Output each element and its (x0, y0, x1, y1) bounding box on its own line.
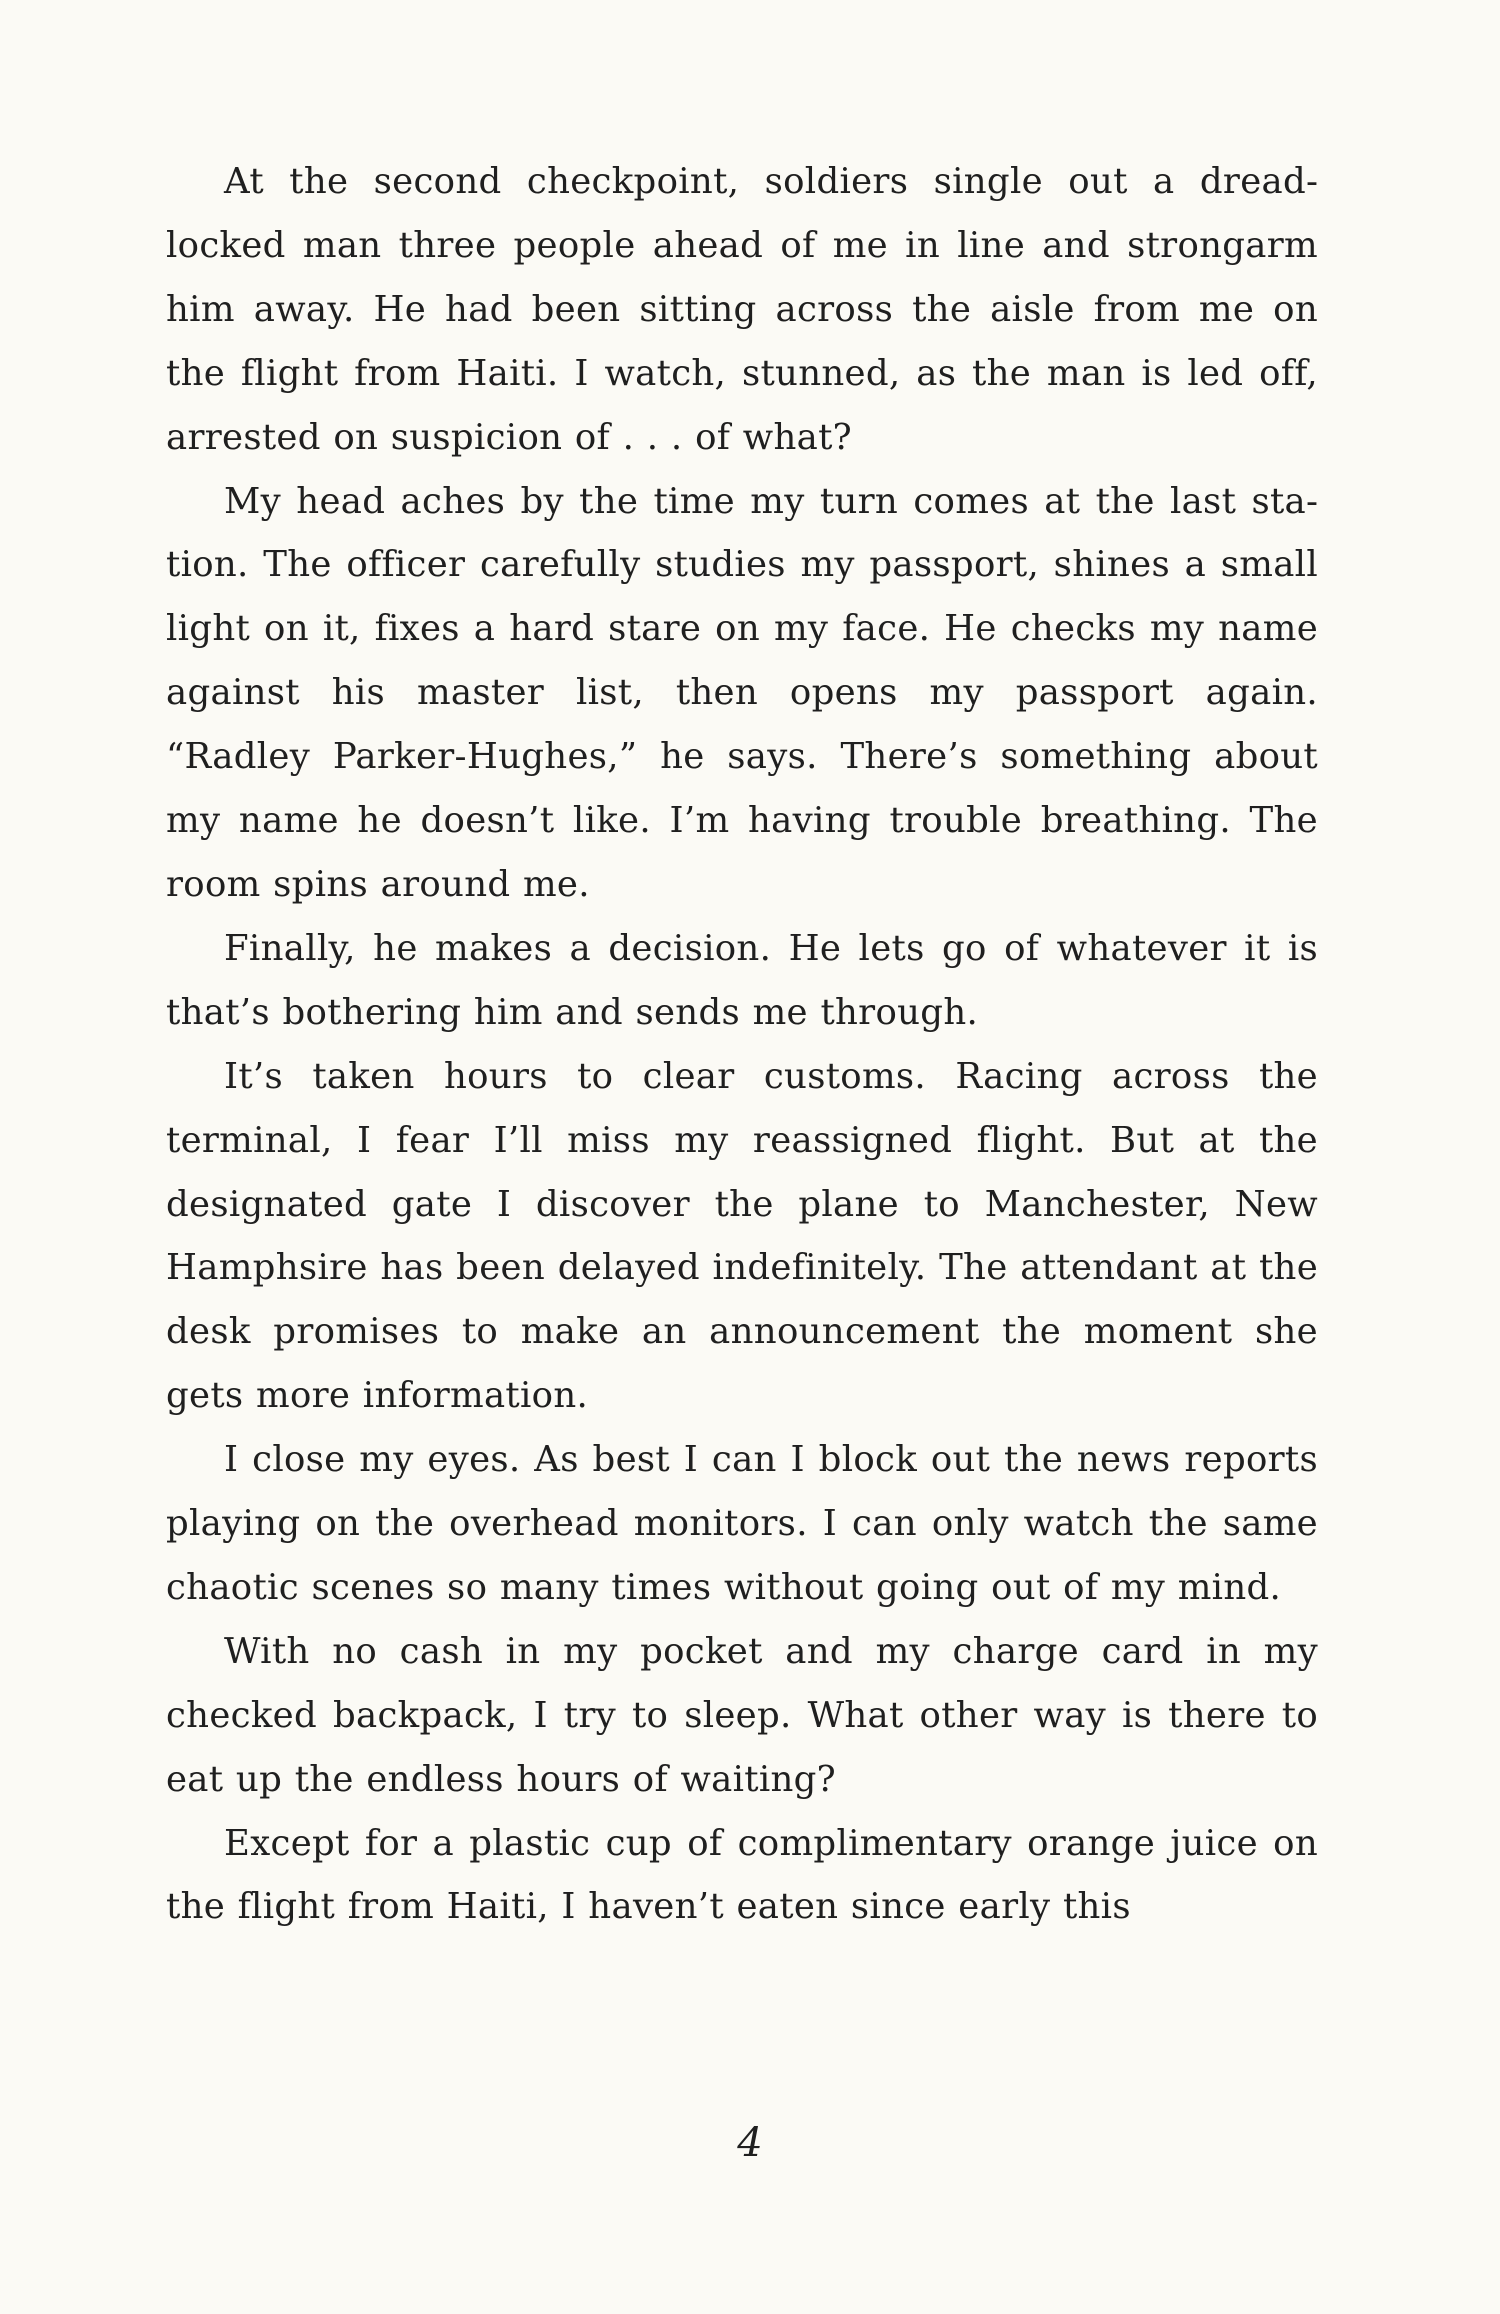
page-number: 4 (737, 2120, 763, 2166)
paragraph-5: I close my eyes. As best I can I block out the news reports playing on the overhead monitors. I can only watch the same chaotic scenes so many times without going out of my mind. (166, 1439, 1318, 1608)
paragraph-2: My head aches by the time my turn comes at the last station. The officer carefully studies my passport, shines a small light on it, fixes a hard stare on my face. He checks my name against his master list, then opens my passport again. “Radley Parker-Hughes,” he says. There’s something about my name he doesn’t like. I’m having trouble breathing. The room spins around me. (166, 480, 1318, 905)
paragraph-3: Finally, he makes a decision. He lets go of whatever it is that’s bothering him and sends me through. (166, 927, 1318, 1033)
paragraph-6: With no cash in my pocket and my charge card in my checked backpack, I try to sleep. What other way is there to eat up the endless hours of waiting? (166, 1630, 1318, 1800)
paragraph-4: It’s taken hours to clear customs. Racing across the terminal, I fear I’ll miss my reassigned flight. But at the designated gate I discover the plane to Manchester, New Hamphsire has been delayed indefinitely. The attendant at the desk promises to make an announcement the moment she gets more information. (166, 1055, 1318, 1417)
paragraph-1: At the second checkpoint, soldiers single out a dreadlocked man three people ahead of me in line and strongarm him away. He had been sitting across the aisle from me on the flight from Haiti. I watch, stunned, as the man is led off, arrested on suspicion of . . . of what? (166, 161, 1318, 458)
paragraph-7: Except for a plastic cup of complimentary orange juice on the flight from Haiti, I haven’t eaten since early this (166, 1822, 1318, 1928)
body-text (166, 150, 1318, 1939)
